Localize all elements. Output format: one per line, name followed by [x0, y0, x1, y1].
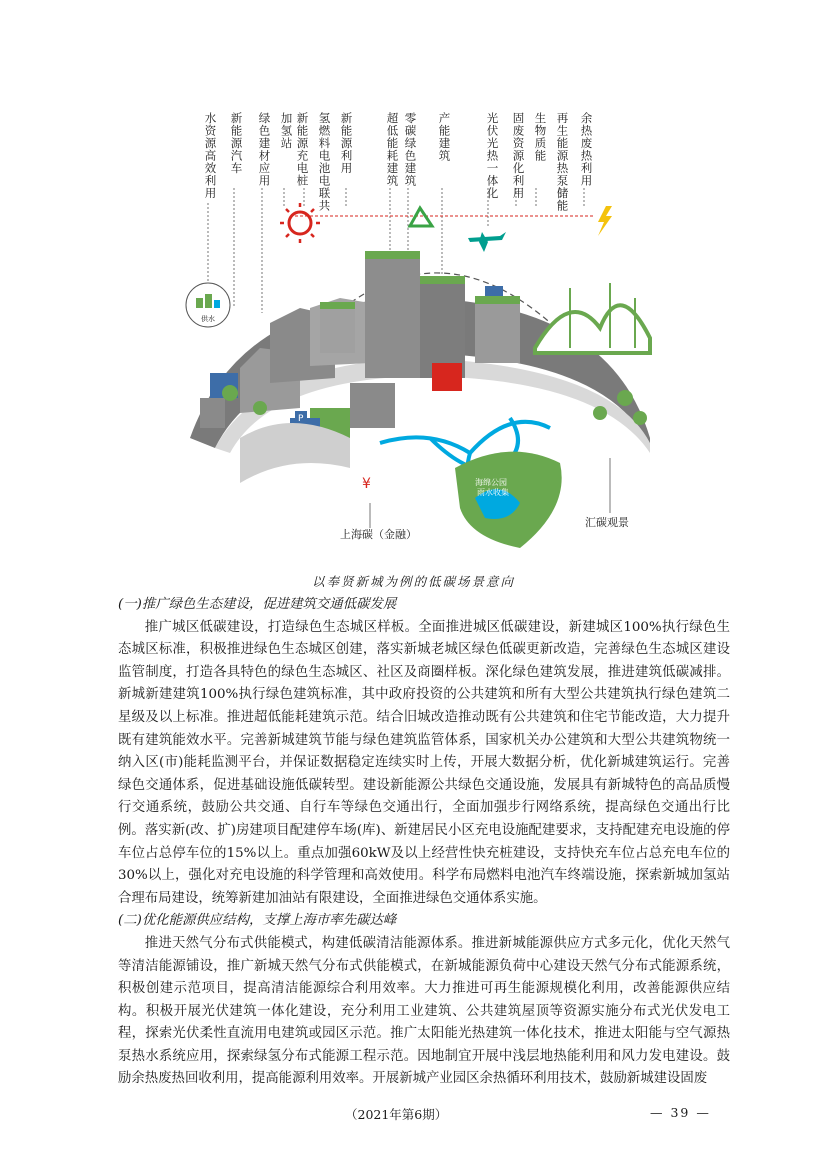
label-fuel-cell: 氢燃料电池电联共 — [317, 112, 332, 212]
sponge-park — [455, 452, 562, 548]
label-water: 水资源高效利用 — [203, 112, 218, 200]
label-hydrogen-station: 加氢站 — [279, 112, 294, 150]
label-zero-carbon: 零碳绿色建筑 — [403, 112, 418, 187]
carbon-finance — [340, 476, 417, 541]
figure-caption: 以奉贤新城为例的低碳场景意向 — [311, 574, 515, 589]
recycle-icon — [410, 208, 432, 226]
currency-sign: ¥ — [362, 476, 371, 492]
label-charging-pile: 新能源充电桩 — [295, 112, 310, 187]
parking-sign: P — [298, 414, 304, 424]
bottom-right-label: 汇碳观景 — [585, 516, 629, 529]
section-1-heading: (一)推广绿色生态建设，促进建筑交通低碳发展 — [118, 597, 397, 612]
label-pv-thermal: 光伏光热一体化 — [485, 112, 500, 200]
park-label-1: 海绵公园 — [475, 478, 507, 487]
lightning-icon — [598, 206, 612, 236]
inset-label: 供水 — [201, 315, 215, 323]
section-2-heading: (二)优化能源供应结构，支撑上海市率先碳达峰 — [118, 913, 397, 929]
park-label-2: 雨水收集 — [477, 488, 509, 497]
section-2-body: 推进天然气分布式供能模式，构建低碳清洁能源体系。推进新城能源供应方式多元化，优化天然气等清洁能源铺设，推广新城天然气分布式供能模式，在新城能源负荷中心建设天然气分布式能源系统，积极创建示范项目，提高清洁能源综合利用效率。大力推进可再生能源规模化利用，改善能源供应结构。积极开展光伏建筑一体化建设，充分利用工业建筑、公共建筑屋顶等资源实施分布式光伏发电工程，探索光伏柔性直流用电建筑或园区示范。推广太阳能光热建筑一体化技术，推进太阳能与空气源热泵热水系统应用，探索绿氢分布式能源工程示范。因地制宜开展中浅层地热能利用和风力发电建设。鼓励余热废热回收利用，提高能源利用效率。开展新城产业园区余热循环利用技术，鼓励新城建设固废 — [118, 935, 730, 1087]
bottom-left-label: 上海碳（金融） — [340, 528, 417, 541]
label-biomass: 生物质能 — [533, 112, 548, 162]
article-body — [118, 594, 730, 1091]
sun-icon — [280, 203, 320, 243]
water-supply-inset — [186, 283, 230, 327]
footer-issue: （2021年第6期） — [345, 1107, 448, 1122]
section-1-body: 推广城区低碳建设，打造绿色生态城区样板。全面推进城区低碳建设，新建城区100%执行绿色生态城区标准，积极推进绿色生态城区创建，落实新城老城区绿色低碳更新改造，完善绿色生态城区建设监管制度，打造各具特色的绿色生态城区、社区及商圈样板。深化绿色建筑发展，推进建筑低碳减排。新城新建建筑100%执行绿色建筑标准，其中政府投资的公共建筑和所有大型公共建筑执行绿色建筑二星级及以上标准。推进超低能耗建筑示范。结合旧城改造推动既有公共建筑和住宅节能改造，大力提升既有建筑能效水平。完善新城建筑节能与绿色建筑监管体系，国家机关办公建筑和大型公共建筑物统一纳入区(市)能耗监测平台，并保证数据稳定连续实时上传，开展大数据分析，优化新城建筑运行。完善绿色交通体系，促进基础设施低碳转型。建设新能源公共绿色交通设施，发展具有新城特色的高品质慢行交通系统，鼓励公共交通、自行车等绿色交通出行，全面加强步行网络系统，提高绿色交通出行比例。落实新(改、扩)房建项目配建停车场(库)、新建居民小区充电设施配建要求，支持配建充电设施的停车位占总停车位的15%以上。重点加强60kW及以上经营性快充桩建设，支持快充车位占总充电车位的30%以上，强化对充电设施的科学管理和高效使用。科学布局燃料电池汽车终端设施，探索新城加氢站合理布局建设，统筹新建加油站有限建设，全面推进绿色交通体系实施。 — [118, 619, 730, 906]
wind-turbines — [535, 283, 650, 353]
label-new-energy: 新能源利用 — [339, 112, 354, 175]
fire-truck — [432, 363, 462, 391]
label-waste-heat: 余热废热利用 — [579, 112, 594, 187]
label-energy-building: 产能建筑 — [437, 112, 452, 162]
page-number: — 39 — — [650, 1105, 711, 1120]
label-green-materials: 绿色建材应用 — [257, 112, 272, 187]
label-heat-pump: 再生能源热泵储能 — [555, 112, 570, 212]
label-ultra-low-energy: 超低能耗建筑 — [385, 112, 400, 187]
carbon-viewing — [585, 458, 629, 529]
label-nev: 新能源汽车 — [229, 112, 244, 175]
low-carbon-city-illustration — [170, 108, 670, 558]
plane-icon — [468, 232, 506, 252]
label-solid-waste: 固废资源化利用 — [511, 112, 526, 200]
